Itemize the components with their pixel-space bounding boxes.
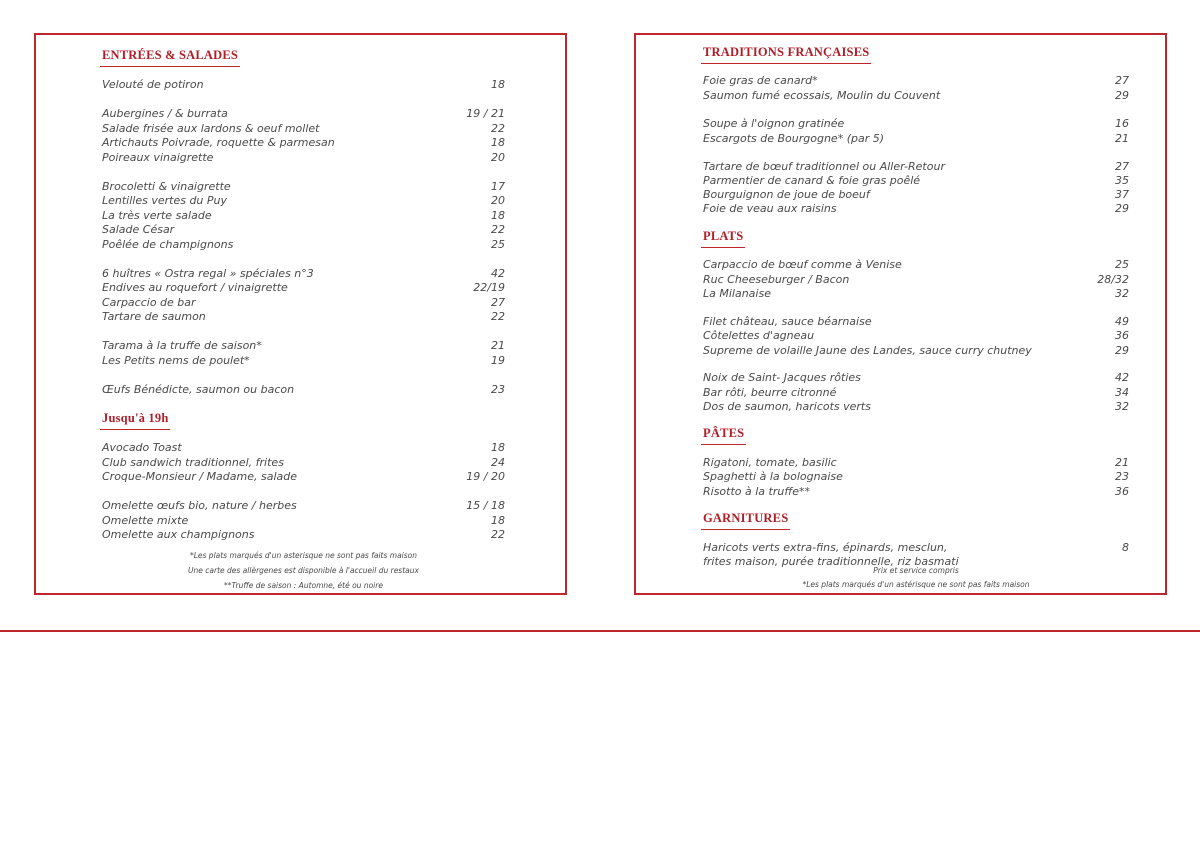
item-price: 19 — [491, 353, 505, 367]
menu-item — [102, 266, 505, 281]
menu-item — [703, 385, 1129, 400]
menu-item — [703, 343, 1129, 358]
item-price: 24 — [491, 455, 505, 469]
item-price: 42 — [1115, 371, 1129, 384]
item-price: 18 — [491, 441, 505, 454]
item-name: Bar rôti, beurre citronné — [703, 385, 837, 399]
item-price: 18 — [491, 208, 505, 222]
item-name: Carpaccio de bar — [102, 295, 196, 309]
item-price: 22 — [491, 121, 505, 135]
menu-item — [703, 540, 1129, 555]
item-name: Rigatoni, tomate, basilic — [703, 455, 837, 469]
menu-item — [102, 121, 505, 136]
menu-item — [102, 469, 505, 484]
item-price: 22 — [491, 310, 505, 323]
item-price: 20 — [491, 150, 505, 164]
item-name: Dos de saumon, haricots verts — [703, 400, 871, 413]
menu-item — [102, 179, 505, 194]
item-price: 21 — [1115, 131, 1129, 145]
item-price: 17 — [491, 179, 505, 193]
item-name: La très verte salade — [102, 208, 212, 222]
item-name: Salade César — [102, 223, 175, 236]
divider-line — [0, 630, 1200, 632]
section-title-plats: PLATS — [701, 229, 745, 248]
item-name: Haricots verts extra-fins, épinards, mesclun, — [703, 540, 948, 554]
item-price: 34 — [1115, 385, 1129, 399]
menu-panel-left — [34, 33, 567, 595]
menu-item — [102, 353, 505, 368]
menu-item — [102, 527, 505, 542]
section-title-jusqua-19h: Jusqu'à 19h — [100, 411, 170, 430]
item-price: 35 — [1115, 174, 1129, 187]
item-name: Velouté de potiron — [102, 78, 204, 91]
item-name: La Milanaise — [703, 287, 771, 300]
item-name: Spaghetti à la bolognaise — [703, 470, 843, 483]
item-name: Foie gras de canard* — [703, 74, 818, 87]
menu-item — [703, 131, 1129, 146]
item-price: 37 — [1115, 188, 1129, 201]
item-name: Filet château, sauce béarnaise — [703, 315, 872, 328]
item-name: Artichauts Poivrade, roquette & parmesan — [102, 136, 335, 149]
menu-item — [703, 257, 1129, 272]
item-price: 29 — [1115, 343, 1129, 357]
footnote-asterisk: *Les plats marqués d'un asterisque ne sont pas faits maison — [189, 551, 418, 560]
item-name: frites maison, purée traditionnelle, riz basmati — [703, 555, 959, 568]
section-title-pates: PÂTES — [701, 426, 746, 445]
section-title-garnitures: GARNITURES — [701, 511, 790, 530]
item-name: Escargots de Bourgogne* (par 5) — [703, 131, 885, 145]
footnote-allergens: Une carte des allèrgenes est disponible à l'accueil du restaux — [188, 566, 419, 575]
item-price: 22/19 — [473, 281, 505, 294]
item-name: Côtelettes d'agneau — [703, 329, 815, 342]
item-price: 19 / 21 — [466, 107, 505, 120]
item-price: 18 — [491, 513, 505, 527]
item-name: Croque-Monsieur / Madame, salade — [102, 470, 298, 483]
item-price: 22 — [491, 223, 505, 236]
item-price: 32 — [1115, 400, 1129, 413]
item-name: Omelette mixte — [102, 513, 189, 527]
item-name: 6 huîtres « Ostra regal » spéciales n°3 — [102, 266, 314, 280]
item-name: Salade frisée aux lardons & oeuf mollet — [102, 121, 320, 135]
item-name: Endives au roquefort / vinaigrette — [102, 281, 288, 294]
menu-item — [703, 370, 1129, 385]
item-price: 23 — [491, 382, 505, 396]
item-name: Œufs Bénédicte, saumon ou bacon — [102, 382, 295, 396]
footnote-price-service: Prix et service compris — [873, 566, 959, 575]
item-name: Noix de Saint- Jacques rôties — [703, 371, 861, 384]
item-price: 16 — [1115, 117, 1129, 130]
menu-item — [102, 440, 505, 455]
item-price: 8 — [1122, 540, 1129, 554]
menu-item — [703, 484, 1129, 499]
menu-panel-right — [634, 33, 1167, 595]
item-name: Poêlée de champignons — [102, 237, 234, 251]
item-name: Lentilles vertes du Puy — [102, 194, 228, 207]
item-name: Tartare de saumon — [102, 310, 206, 323]
item-price: 25 — [491, 237, 505, 251]
item-price: 19 / 20 — [466, 470, 505, 483]
menu-item — [102, 382, 505, 397]
menu-item — [703, 201, 1129, 216]
item-price: 28/32 — [1097, 272, 1129, 286]
menu-item — [703, 187, 1129, 202]
menu-item — [102, 309, 505, 324]
footnote-asterisk: *Les plats marqués d'un astérisque ne sont pas faits maison — [802, 580, 1030, 589]
item-name: Tarama à la truffe de saison* — [102, 339, 262, 352]
menu-item — [703, 272, 1129, 287]
section-title-traditions: TRADITIONS FRANÇAISES — [701, 45, 871, 64]
item-price: 27 — [491, 295, 505, 309]
menu-item — [703, 328, 1129, 343]
item-name: Les Petits nems de poulet* — [102, 353, 250, 367]
item-name: Soupe à l'oignon gratinée — [703, 117, 845, 130]
item-name: Aubergines / & burrata — [102, 107, 228, 120]
menu-item — [102, 193, 505, 208]
menu-item — [703, 88, 1129, 103]
menu-item — [102, 513, 505, 528]
menu-item — [102, 106, 505, 121]
menu-item — [703, 469, 1129, 484]
item-price: 29 — [1115, 88, 1129, 102]
item-price: 25 — [1115, 258, 1129, 271]
item-name: Avocado Toast — [102, 441, 182, 454]
section-title-entrees: ENTRÉES & SALADES — [100, 48, 240, 67]
menu-item — [102, 150, 505, 165]
item-price: 21 — [1115, 455, 1129, 469]
item-price: 22 — [491, 528, 505, 541]
item-name: Omelette œufs bio, nature / herbes — [102, 499, 297, 512]
item-price: 27 — [1115, 160, 1129, 173]
menu-item — [102, 338, 505, 353]
item-name: Saumon fumé ecossais, Moulin du Couvent — [703, 88, 941, 102]
item-price: 21 — [491, 339, 505, 352]
item-price: 23 — [1115, 470, 1129, 483]
item-price: 42 — [491, 266, 505, 280]
item-price: 36 — [1115, 484, 1129, 498]
item-price: 32 — [1115, 287, 1129, 300]
item-name: Tartare de bœuf traditionnel ou Aller-Retour — [703, 160, 945, 173]
item-name: Carpaccio de bœuf comme à Venise — [703, 258, 902, 271]
menu-item — [102, 498, 505, 513]
item-price: 18 — [491, 136, 505, 149]
item-price: 36 — [1115, 329, 1129, 342]
menu-item — [703, 173, 1129, 188]
menu-item — [703, 73, 1129, 88]
menu-item — [102, 222, 505, 237]
item-name: Poireaux vinaigrette — [102, 150, 214, 164]
menu-item — [102, 280, 505, 295]
item-price: 49 — [1115, 315, 1129, 328]
item-name: Ruc Cheeseburger / Bacon — [703, 272, 850, 286]
item-name: Supreme de volaille Jaune des Landes, sauce curry chutney — [703, 343, 1032, 357]
item-name: Club sandwich traditionnel, frites — [102, 455, 284, 469]
menu-item — [102, 77, 505, 92]
menu-item — [102, 295, 505, 310]
item-price: 18 — [491, 78, 505, 91]
menu-item — [102, 135, 505, 150]
menu-item — [102, 208, 505, 223]
menu-item — [703, 455, 1129, 470]
menu-item — [703, 399, 1129, 414]
item-price: 20 — [491, 194, 505, 207]
item-name: Bourguignon de joue de boeuf — [703, 188, 870, 201]
menu-item — [703, 159, 1129, 174]
footnote-truffle: **Truffe de saison : Automne, été ou noire — [224, 581, 383, 590]
menu-item — [703, 116, 1129, 131]
menu-item — [703, 314, 1129, 329]
item-name: Parmentier de canard & foie gras poêlé — [703, 174, 921, 187]
menu-item — [102, 455, 505, 470]
item-name: Risotto à la truffe** — [703, 484, 811, 498]
item-name: Foie de veau aux raisins — [703, 202, 837, 215]
item-price: 27 — [1115, 74, 1129, 87]
item-name: Omelette aux champignons — [102, 528, 255, 541]
item-name: Brocoletti & vinaigrette — [102, 179, 231, 193]
menu-item — [102, 237, 505, 252]
menu-item — [703, 286, 1129, 301]
item-price: 29 — [1115, 202, 1129, 215]
item-price: 15 / 18 — [466, 499, 505, 512]
